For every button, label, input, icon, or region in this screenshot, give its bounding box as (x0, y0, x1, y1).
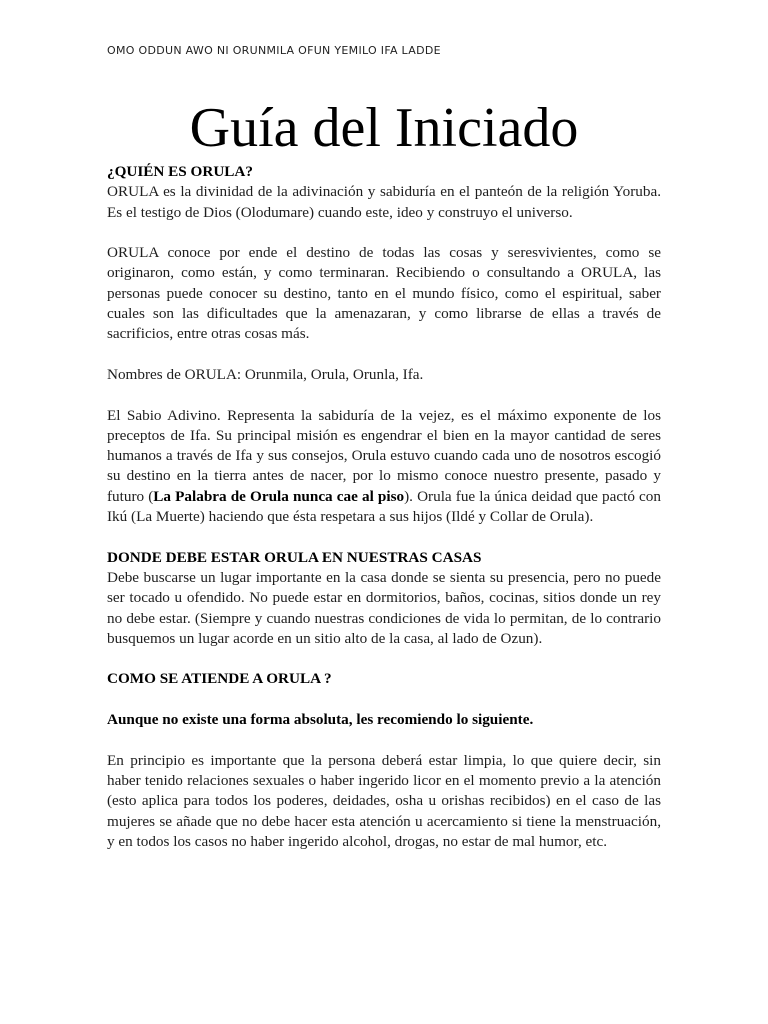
paragraph-quien-2: ORULA conoce por ende el destino de todas las cosas y seresvivientes, como se originaron, como están, y como terminaran. Recibiendo o consultando a ORULA, las personas puede conocer su destino, tanto en el mundo físico, como el espiritual, saber cuales son las dificultades que la amenazaran, y como librarse de ellas a través de sacrificios, entre otras cosas más. (107, 244, 661, 343)
section-heading-como: COMO SE ATIENDE A ORULA ? (107, 670, 332, 688)
paragraph-sabio-end: ). Orula fue la única deidad que pactó con Ikú (La Muerte) haciendo que ésta respetara a sus hijos (Ildé y Collar de Orula). (107, 487, 661, 526)
document-body (107, 162, 661, 852)
document-title: Guía del Iniciado (189, 97, 579, 159)
paragraph-sabio-start: El Sabio Adivino. Representa la sabiduría de la vejez, es el máximo exponente de los preceptos de Ifa. Su principal misión es engendrar el bien en la mayor cantidad de seres humanos a través de Ifa y sus consejos, Orula estuvo cuando cada uno de nosotros escogió su destino en la tierra antes de nacer, por lo mismo conoce nuestro presente, pasado y futuro ( (107, 406, 661, 505)
quote-bold: La Palabra de Orula nunca cae al piso (153, 487, 405, 505)
document-header: OMO ODDUN AWO NI ORUNMILA OFUN YEMILO IFA LADDE (107, 44, 441, 57)
paragraph-donde-1: Debe buscarse un lugar importante en la casa donde se sienta su presencia, pero no puede ser tocado u ofendido. No puede estar en dormitorios, baños, cocinas, sitios donde un rey no debe estar. (Siempre y cuando nuestras condiciones de vida lo permitan, de lo contrario busquemos un lugar acorde en un sitio alto de la casa, al lado de Ozun). (107, 568, 661, 647)
paragraph-nombres: Nombres de ORULA: Orunmila, Orula, Orunla, Ifa. (107, 365, 424, 383)
paragraph-quien-1: ORULA es la divinidad de la adivinación y sabiduría en el panteón de la religión Yoruba. Es el testigo de Dios (Olodumare) cuando este, ideo y construyo el universo. (107, 183, 661, 221)
paragraph-como-1: En principio es importante que la persona deberá estar limpia, lo que quiere decir, sin haber tenido relaciones sexuales o haber ingerido licor en el momento previo a la atención (esto aplica para todos los poderes, deidades, osha u orishas recibidos) en el caso de las mujeres se añade que no debe hacer esta atención u acercamiento si tiene la menstruación, y en todos los casos no haber ingerido alcohol, drogas, no estar de mal humor, etc. (107, 751, 661, 850)
paragraph-sabio-adivino (107, 406, 661, 528)
section-heading-donde: DONDE DEBE ESTAR ORULA EN NUESTRAS CASAS (107, 548, 482, 566)
section-heading-quien-es-orula: ¿QUIÉN ES ORULA? (107, 163, 253, 180)
section-subheading-como: Aunque no existe una forma absoluta, les recomiendo lo siguiente. (107, 711, 534, 729)
